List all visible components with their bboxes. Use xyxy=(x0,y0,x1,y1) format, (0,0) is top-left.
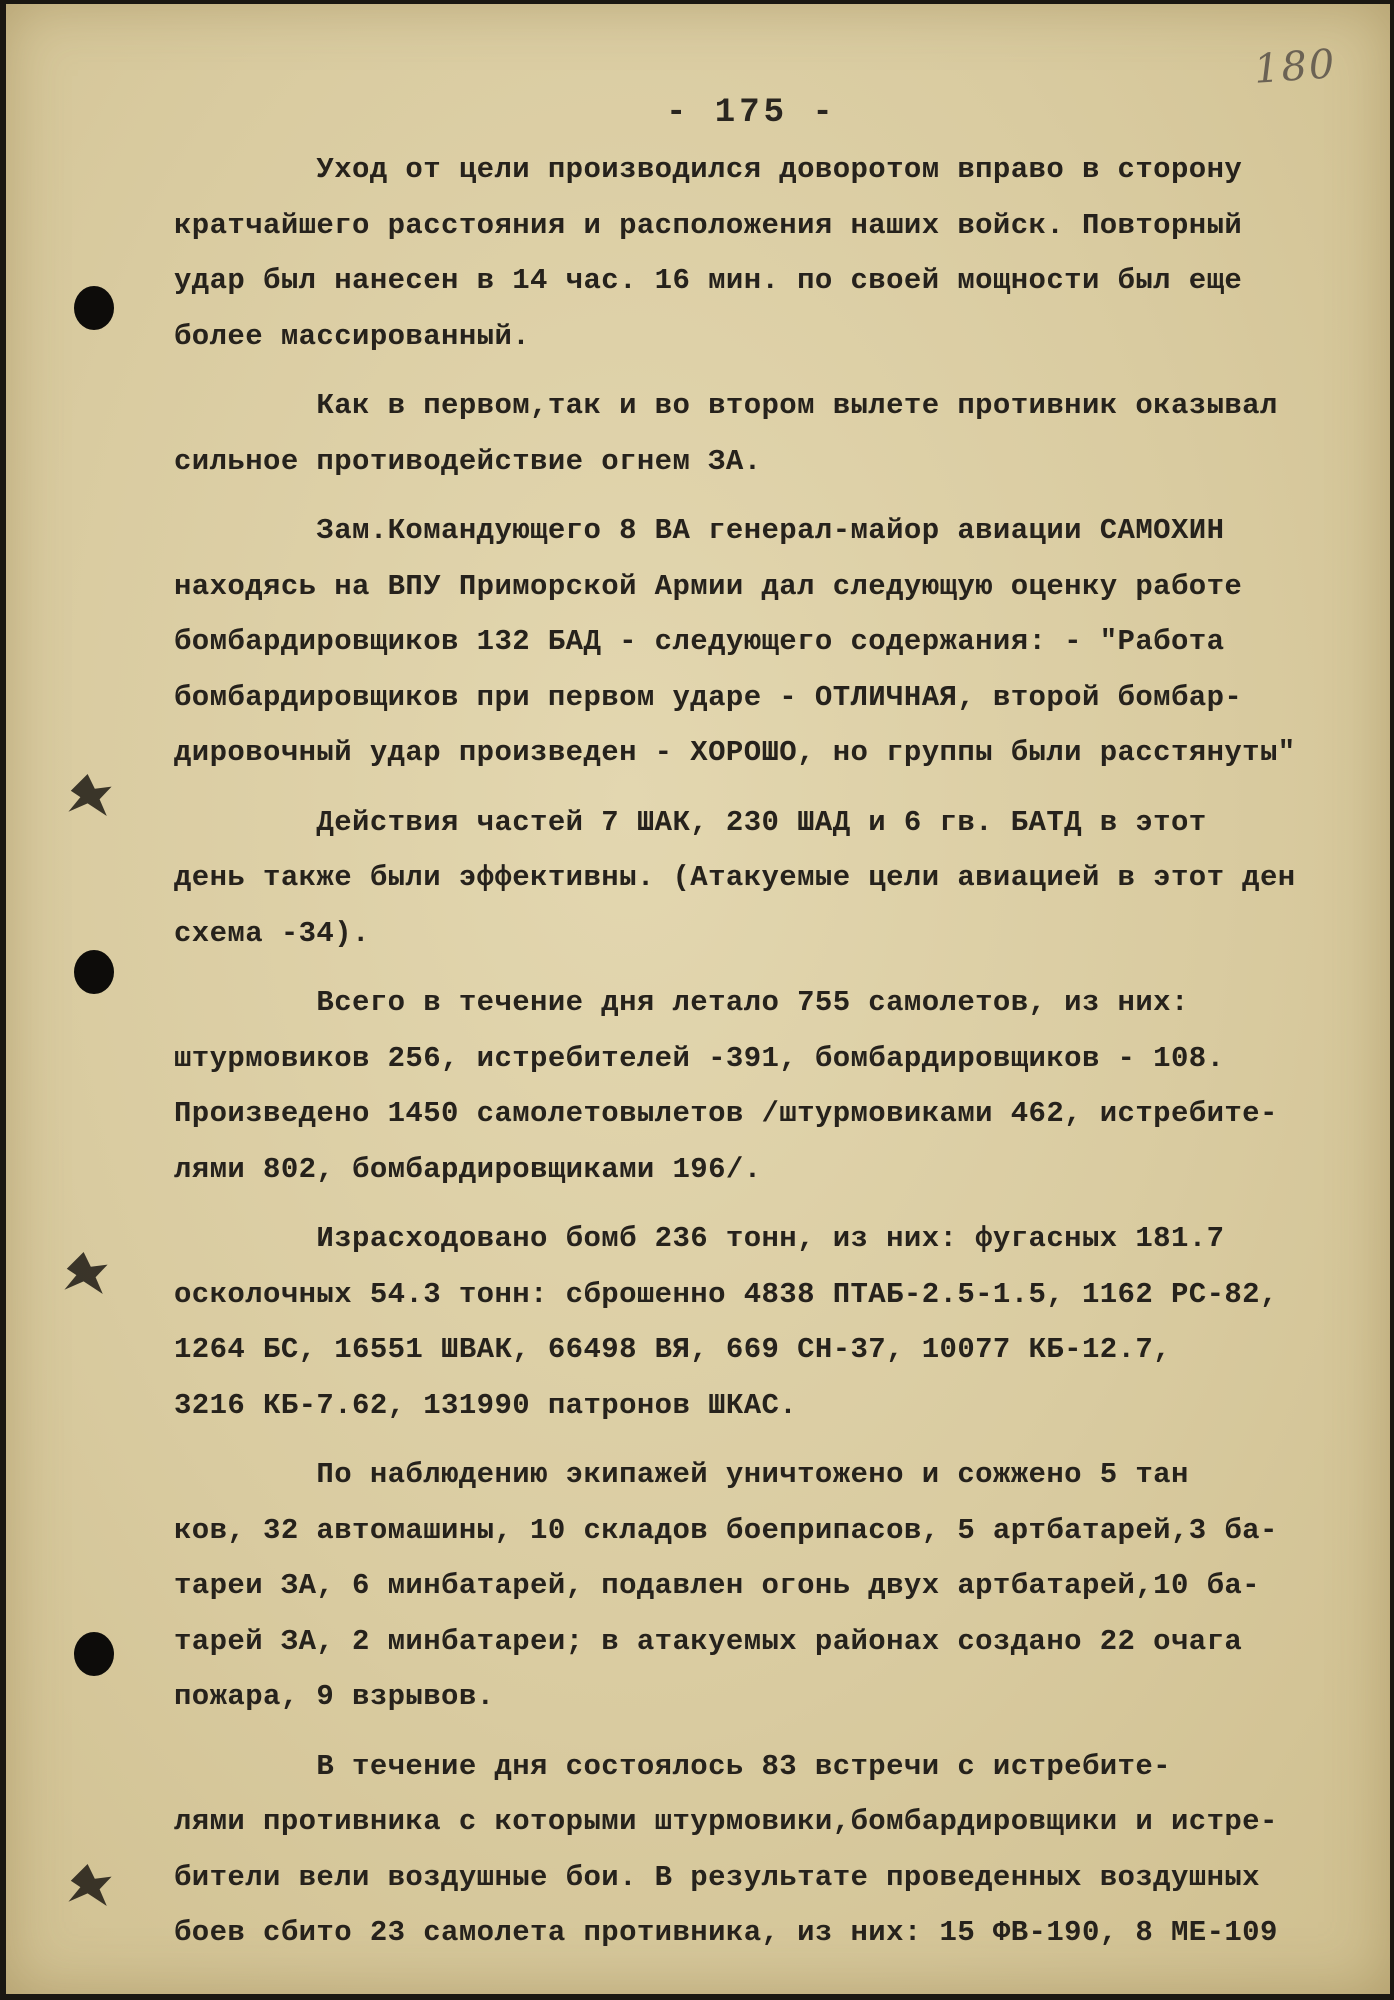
paragraph-gap xyxy=(174,1433,1384,1447)
binder-hole xyxy=(74,950,114,994)
text-line: удар был нанесен в 14 час. 16 мин. по своей мощности был еще xyxy=(174,264,1243,297)
text-line: боев сбито 23 самолета противника, из них: 15 ФВ-190, 8 МЕ-109 xyxy=(174,1916,1278,1949)
binder-hole xyxy=(74,1632,114,1676)
text-line: бомбардировщиков 132 БАД - следующего содержания: - "Работа xyxy=(174,625,1225,658)
paragraph-3 xyxy=(174,503,1384,781)
document-body xyxy=(174,142,1384,1961)
text-line: Зам.Командующего 8 ВА генерал-майор авиации САМОХИН xyxy=(174,514,1225,547)
text-line: ков, 32 автомашины, 10 складов боеприпасов, 5 артбатарей,3 ба- xyxy=(174,1513,1278,1547)
text-line: Как в первом,так и во втором вылете противник оказывал xyxy=(174,389,1278,422)
text-line: день также были эффективны. (Атакуемые цели авиацией в этот ден xyxy=(174,861,1296,894)
text-line: Произведено 1450 самолетовылетов /штурмовиками 462, истребите- xyxy=(174,1097,1278,1130)
paragraph-gap xyxy=(174,489,1384,503)
text-line: лями противника с которыми штурмовики,бомбардировщики и истре- xyxy=(174,1805,1278,1838)
paragraph-2 xyxy=(174,378,1384,489)
text-line: Всего в течение дня летало 755 самолетов, из них: xyxy=(174,986,1189,1019)
binder-hole xyxy=(74,286,114,330)
text-line: штурмовиков 256, истребителей -391, бомбардировщиков - 108. xyxy=(174,1041,1225,1075)
paragraph-1 xyxy=(174,142,1384,364)
binder-tear xyxy=(66,1864,114,1906)
text-line: 1264 БС, 16551 ШВАК, 66498 ВЯ, 669 СН-37, 10077 КБ-12.7, xyxy=(174,1333,1171,1366)
paragraph-5 xyxy=(174,975,1384,1197)
text-line: бители вели воздушные бои. В результате проведенных воздушных xyxy=(174,1860,1260,1894)
text-line: схема -34). xyxy=(174,916,370,950)
document-page xyxy=(6,4,1390,1994)
paragraph-gap xyxy=(174,1725,1384,1739)
text-line: По наблюдению экипажей уничтожено и сожжено 5 тан xyxy=(174,1458,1189,1491)
paragraph-gap xyxy=(174,364,1384,378)
paragraph-4 xyxy=(174,795,1384,962)
archive-number: 180 xyxy=(1252,41,1338,93)
text-line: тареи ЗА, 6 минбатарей, подавлен огонь двух артбатарей,10 ба- xyxy=(174,1569,1260,1602)
text-line: более массированный. xyxy=(174,319,531,353)
paragraph-gap xyxy=(174,961,1384,975)
text-line: 3216 КБ-7.62, 131990 патронов ШКАС. xyxy=(174,1388,798,1422)
text-line: кратчайшего расстояния и расположения наших войск. Повторный xyxy=(174,208,1243,242)
text-line: тарей ЗА, 2 минбатареи; в атакуемых районах создано 22 очага xyxy=(174,1624,1243,1658)
text-line: лями 802, бомбардировщиками 196/. xyxy=(174,1152,762,1186)
text-line: находясь на ВПУ Приморской Армии дал следующую оценку работе xyxy=(174,569,1243,603)
page-number: - 175 - xyxy=(666,94,837,132)
text-line: пожара, 9 взрывов. xyxy=(174,1680,495,1713)
paragraph-6 xyxy=(174,1211,1384,1433)
paragraph-8 xyxy=(174,1739,1384,1961)
paragraph-gap xyxy=(174,1197,1384,1211)
binder-tear xyxy=(62,1252,110,1294)
text-line: В течение дня состоялось 83 встречи с истребите- xyxy=(174,1749,1171,1783)
text-line: Действия частей 7 ШАК, 230 ШАД и 6 гв. БАТД в этот xyxy=(174,805,1207,839)
binder-tear xyxy=(66,774,114,816)
paragraph-gap xyxy=(174,781,1384,795)
paragraph-7 xyxy=(174,1447,1384,1725)
text-line: Израсходовано бомб 236 тонн, из них: фугасных 181.7 xyxy=(174,1222,1225,1255)
text-line: осколочных 54.3 тонн: сброшенно 4838 ПТАБ-2.5-1.5, 1162 РС-82, xyxy=(174,1277,1278,1311)
text-line: бомбардировщиков при первом ударе - ОТЛИЧНАЯ, второй бомбар- xyxy=(174,680,1243,714)
text-line: сильное противодействие огнем ЗА. xyxy=(174,444,762,478)
text-line: дировочный удар произведен - ХОРОШО, но группы были расстянуты" xyxy=(174,736,1296,769)
text-line: Уход от цели производился доворотом вправо в сторону xyxy=(174,153,1243,186)
